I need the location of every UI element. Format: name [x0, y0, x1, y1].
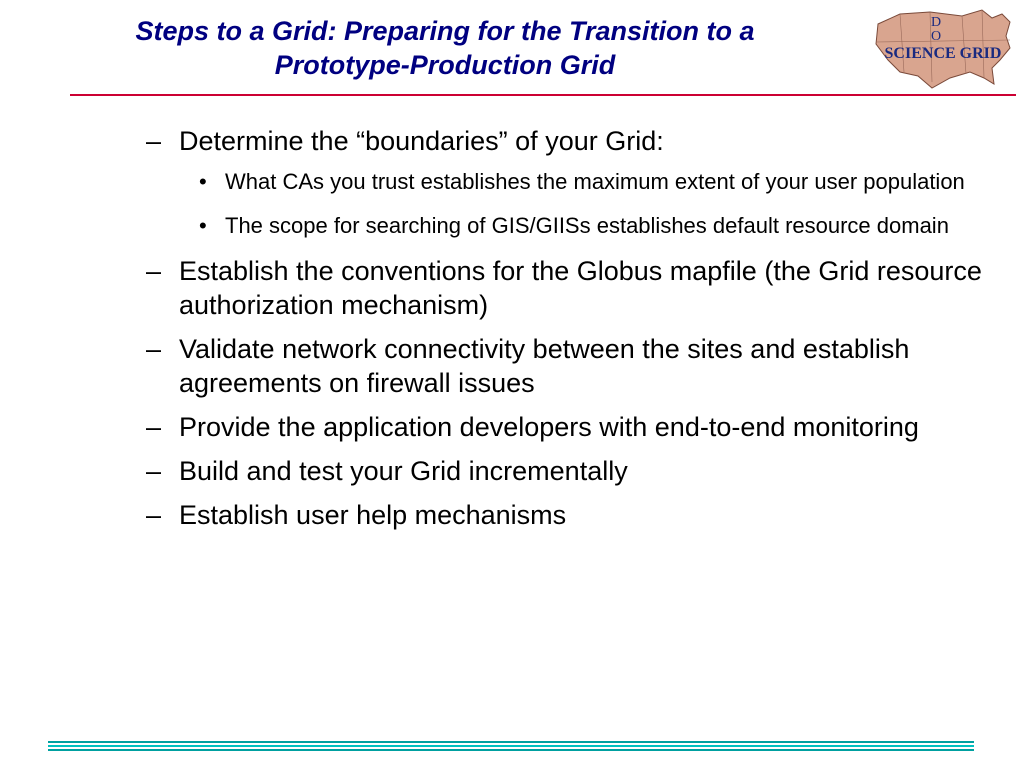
- list-item-text: Determine the “boundaries” of your Grid:: [179, 126, 664, 156]
- bullet-marker: •: [199, 169, 207, 194]
- list-item-text: Build and test your Grid incrementally: [179, 456, 628, 486]
- sub-list-item: [179, 166, 1006, 197]
- dash-marker: –: [146, 334, 162, 364]
- list-item-text: Provide the application developers with end-to-end monitoring: [179, 412, 919, 442]
- dash-marker: –: [146, 256, 162, 286]
- slide-title-line-2: Prototype-Production Grid: [274, 50, 616, 80]
- footer-divider: [48, 741, 974, 751]
- list-item: [146, 410, 1006, 444]
- slide-title: [30, 14, 860, 82]
- title-divider: [70, 94, 1016, 96]
- sub-list: [179, 166, 1006, 241]
- bullet-list: [146, 124, 1006, 542]
- dash-marker: –: [146, 412, 162, 442]
- list-item: [146, 124, 1006, 241]
- sub-list-item: [179, 210, 1006, 241]
- footer-rule-top: [48, 741, 974, 743]
- logo-letter-d: D: [930, 15, 942, 30]
- dash-marker: –: [146, 456, 162, 486]
- doe-science-grid-logo: [870, 2, 1016, 94]
- list-item: [146, 332, 1006, 400]
- logo-letter-o: O: [930, 29, 942, 44]
- list-item-text: Establish the conventions for the Globus mapfile (the Grid resource authorization mechanism): [179, 256, 982, 320]
- bullet-marker: •: [199, 213, 207, 238]
- list-item: [146, 454, 1006, 488]
- slide-title-line-1: Steps to a Grid: Preparing for the Transition to a: [135, 16, 755, 46]
- dash-marker: –: [146, 500, 162, 530]
- dash-marker: –: [146, 126, 162, 156]
- list-item: [146, 254, 1006, 322]
- list-item: [146, 498, 1006, 532]
- footer-rule-middle: [48, 745, 974, 747]
- sub-list-item-text: The scope for searching of GIS/GIISs establishes default resource domain: [225, 213, 949, 238]
- footer-rule-bottom: [48, 749, 974, 751]
- logo-text: SCIENCE GRID: [884, 45, 1002, 62]
- list-item-text: Establish user help mechanisms: [179, 500, 567, 530]
- list-item-text: Validate network connectivity between the sites and establish agreements on firewall issues: [179, 334, 910, 398]
- sub-list-item-text: What CAs you trust establishes the maximum extent of your user population: [225, 169, 965, 194]
